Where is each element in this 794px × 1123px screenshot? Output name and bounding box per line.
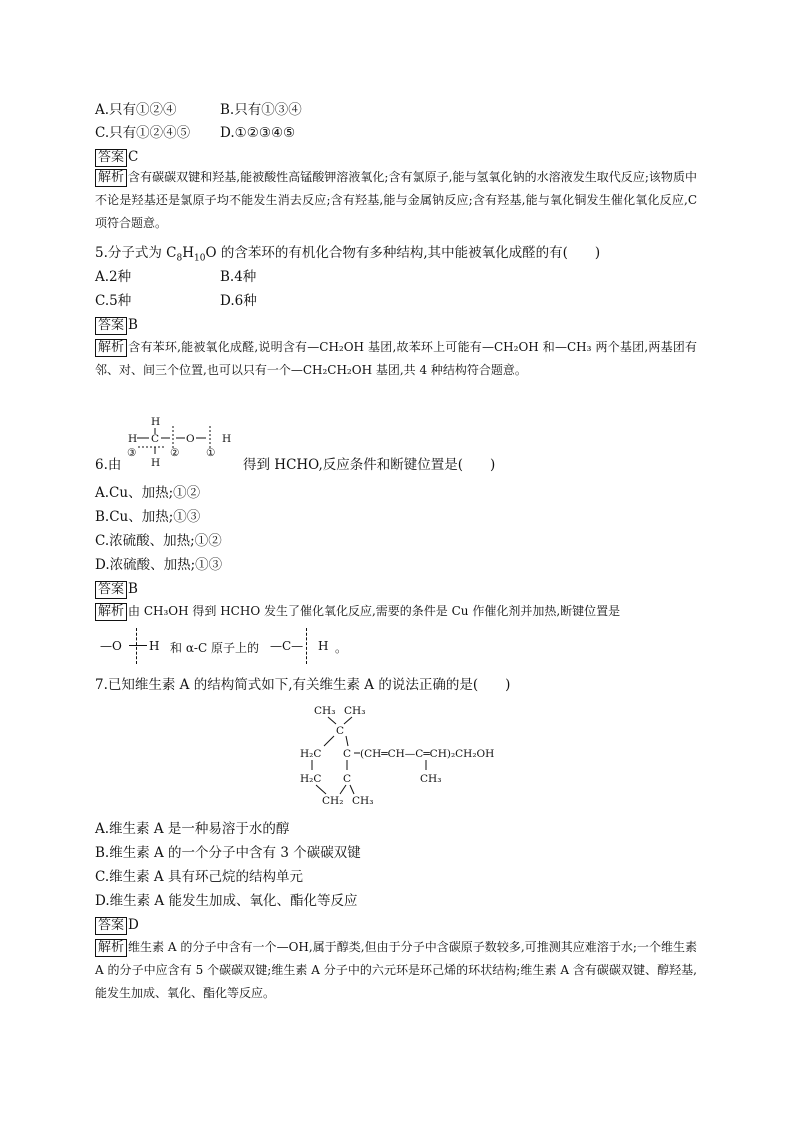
svg-text:H₂C: H₂C xyxy=(300,773,322,785)
explain-text: 含有碳碳双键和羟基,能被酸性高锰酸钾溶液氧化;含有氯原子,能与氢氧化钠的水溶液发生取代反应;该物质中不论是羟基还是氯原子均不能发生消去反应;含有羟基,能与金属钠反应;含有羟基,能与氧化铜发生催化氧化反应,C项符合题意。 xyxy=(95,170,697,230)
q6-answer: 答案 B xyxy=(95,580,138,599)
svg-text:H₂C: H₂C xyxy=(300,748,322,760)
q7-explanation: 解析 维生素 A 的分子中含有一个—OH,属于醇类,但由于分子中含碳原子数较多,可推测其应难溶于水;一个维生素 A 的分子中应含有 5 个碳碳双键;维生素 A 分子中的六元环是环己烯的环状结构;维生素 A 含有碳碳双键、醇羟基,能发生加成、氧化、酯化等反应。 xyxy=(95,940,697,1000)
svg-text:O: O xyxy=(186,433,195,445)
q6-stem-number: 6.由 xyxy=(95,457,122,473)
svg-text:CH₂: CH₂ xyxy=(322,795,344,807)
q5-answer: 答案 B xyxy=(95,316,138,335)
svg-text:H: H xyxy=(222,433,232,445)
q4-answer xyxy=(95,148,138,167)
svg-text:C: C xyxy=(151,433,160,445)
svg-text:③: ③ xyxy=(127,447,137,459)
q5-explanation: 解析 含有苯环,能被氧化成醛,说明含有—CH₂OH 基团,故苯环上可能有—CH₂OH 和—CH₃ 两个基团,两基团有邻、对、间三个位置,也可以只有一个—CH₂CH₂OH 基团,共 4 种结构符合题意。 xyxy=(95,340,697,377)
svg-text:C: C xyxy=(336,725,345,737)
q7-answer: 答案 D xyxy=(95,916,139,935)
q4-option-a: A.只有①②④ xyxy=(95,102,177,118)
q5-stem: 5.分子式为 $C_8H_{10}O$ 的含苯环的有机化合物有多种结构,其中能被氧化成醛的有( ) xyxy=(95,245,601,264)
svg-text:C: C xyxy=(343,748,352,760)
svg-text:CH₃: CH₃ xyxy=(420,773,442,785)
svg-text:H: H xyxy=(151,416,161,428)
q5-option-b: B.4种 xyxy=(220,269,257,285)
svg-text:C: C xyxy=(343,773,352,785)
q4-option-b: B.只有①③④ xyxy=(220,102,302,118)
q6-option-a: A.Cu、加热;①② xyxy=(95,485,201,501)
q4-option-c: C.只有①②④⑤ xyxy=(95,125,191,141)
q6-stem-rest: 得到 HCHO,反应条件和断键位置是( ) xyxy=(243,457,496,473)
q7-option-b: B.维生素 A 的一个分子中含有 3 个碳碳双键 xyxy=(95,845,361,861)
svg-text:②: ② xyxy=(170,447,180,459)
svg-text:CH₃: CH₃ xyxy=(314,705,336,717)
q4-explanation xyxy=(95,166,697,235)
q5-option-a: A.2种 xyxy=(95,269,132,285)
q6-option-d: D.浓硫酸、加热;①③ xyxy=(95,557,223,573)
q4-option-d: D.①②③④⑤ xyxy=(220,125,296,141)
q5-option-c: C.5种 xyxy=(95,293,132,309)
q7-option-c: C.维生素 A 具有环己烷的结构单元 xyxy=(95,869,303,885)
answer-value: C xyxy=(128,149,139,165)
q6-option-c: C.浓硫酸、加热;①② xyxy=(95,533,222,549)
q7-stem: 7.已知维生素 A 的结构简式如下,有关维生素 A 的说法正确的是( ) xyxy=(95,677,511,693)
q5-option-d: D.6种 xyxy=(220,293,257,309)
q7-option-a: A.维生素 A 是一种易溶于水的醇 xyxy=(95,821,290,837)
q6-option-b: B.Cu、加热;①③ xyxy=(95,509,201,525)
explain-tag: 解析 xyxy=(95,169,127,187)
svg-text:CH₃: CH₃ xyxy=(344,705,366,717)
q7-option-d: D.维生素 A 能发生加成、氧化、酯化等反应 xyxy=(95,893,358,909)
answer-tag: 答案 xyxy=(95,149,127,167)
methanol-structure xyxy=(118,414,248,474)
q6-explanation: 解析 由 CH₃OH 得到 HCHO 发生了催化氧化反应,需要的条件是 Cu 作催化剂并加热,断键位置是 xyxy=(95,600,697,623)
svg-text:CH₃: CH₃ xyxy=(352,795,374,807)
svg-text:(CH═CH—C═CH)₂CH₂OH: (CH═CH—C═CH)₂CH₂OH xyxy=(360,748,495,760)
svg-text:①: ① xyxy=(206,447,216,459)
svg-text:H: H xyxy=(128,433,138,445)
svg-text:H: H xyxy=(151,457,161,469)
vitamin-a-structure xyxy=(296,700,526,810)
